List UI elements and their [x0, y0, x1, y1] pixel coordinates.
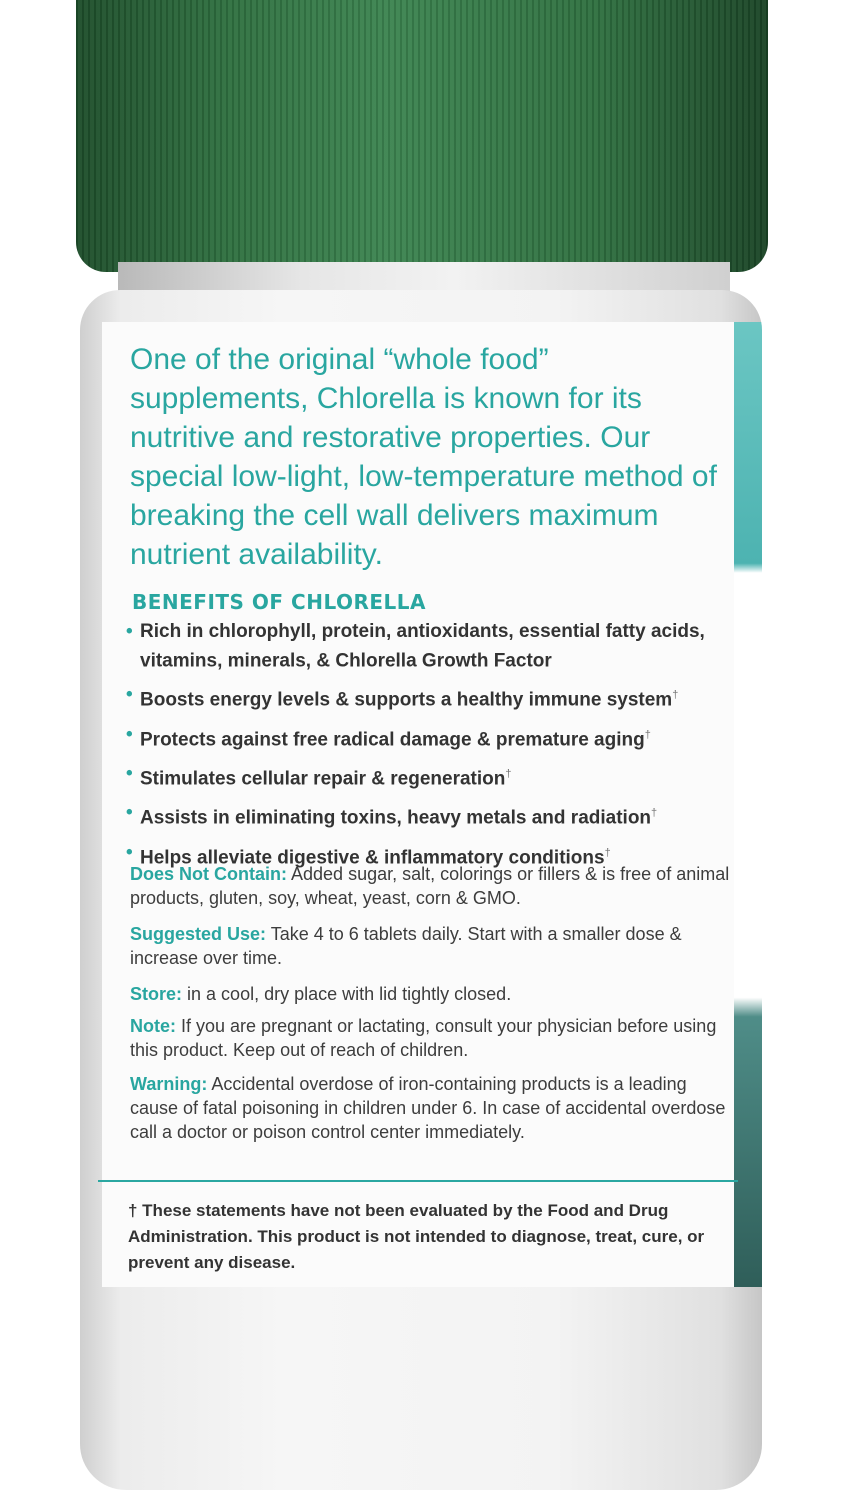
- bullet-icon: •: [126, 621, 133, 642]
- note: Note: If you are pregnant or lactating, consult your physician before using this product. Keep out of reach of children.: [130, 1016, 717, 1060]
- bottle-cap: [76, 0, 768, 272]
- label-side-graphic: [734, 322, 762, 1287]
- benefit-item: • Helps alleviate digestive & inflammatory conditions†: [126, 841, 611, 868]
- cap-ridges: [76, 0, 768, 272]
- product-intro: One of the original “whole food” supplements, Chlorella is known for its nutritive and restorative properties. Our special low-light, low-temperature method of breaking the cell wall delivers maximum nutrient availability.: [130, 343, 717, 571]
- warning: Warning: Accidental overdose of iron-containing products is a leading cause of fatal poisoning in children under 6. In case of accidental overdose call a doctor or poison control center immediately.: [130, 1074, 726, 1142]
- benefit-item: • Boosts energy levels & supports a healthy immune system†: [126, 684, 679, 711]
- suggested-use: Suggested Use: Take 4 to 6 tablets daily. Start with a smaller dose & increase over time.: [130, 924, 682, 968]
- bullet-icon: •: [126, 762, 133, 784]
- benefit-item: • Assists in eliminating toxins, heavy metals and radiation†: [126, 802, 658, 829]
- benefit-item: • Protects against free radical damage & premature aging†: [126, 723, 651, 750]
- benefits-list: [126, 620, 726, 880]
- benefits-title: BENEFITS OF CHLORELLA: [132, 590, 427, 614]
- bullet-icon: •: [126, 841, 133, 863]
- does-not-contain: Does Not Contain: Added sugar, salt, colorings or fillers & is free of animal products, gluten, soy, wheat, yeast, corn & GMO.: [130, 864, 730, 908]
- bullet-icon: •: [126, 723, 133, 745]
- benefit-item: • Stimulates cellular repair & regeneration†: [126, 762, 512, 790]
- bullet-icon: •: [126, 802, 133, 824]
- divider: [98, 1180, 738, 1182]
- bullet-icon: •: [126, 684, 133, 706]
- store-instructions: Store: in a cool, dry place with lid tightly closed.: [130, 984, 512, 1004]
- benefit-item: • Rich in chlorophyll, protein, antioxidants, essential fatty acids, vitamins, minerals, & Chlorella Growth Factor: [126, 621, 705, 672]
- fda-disclaimer: † These statements have not been evaluated by the Food and Drug Administration. This product is not intended to diagnose, treat, cure, or prevent any disease.: [128, 1201, 705, 1272]
